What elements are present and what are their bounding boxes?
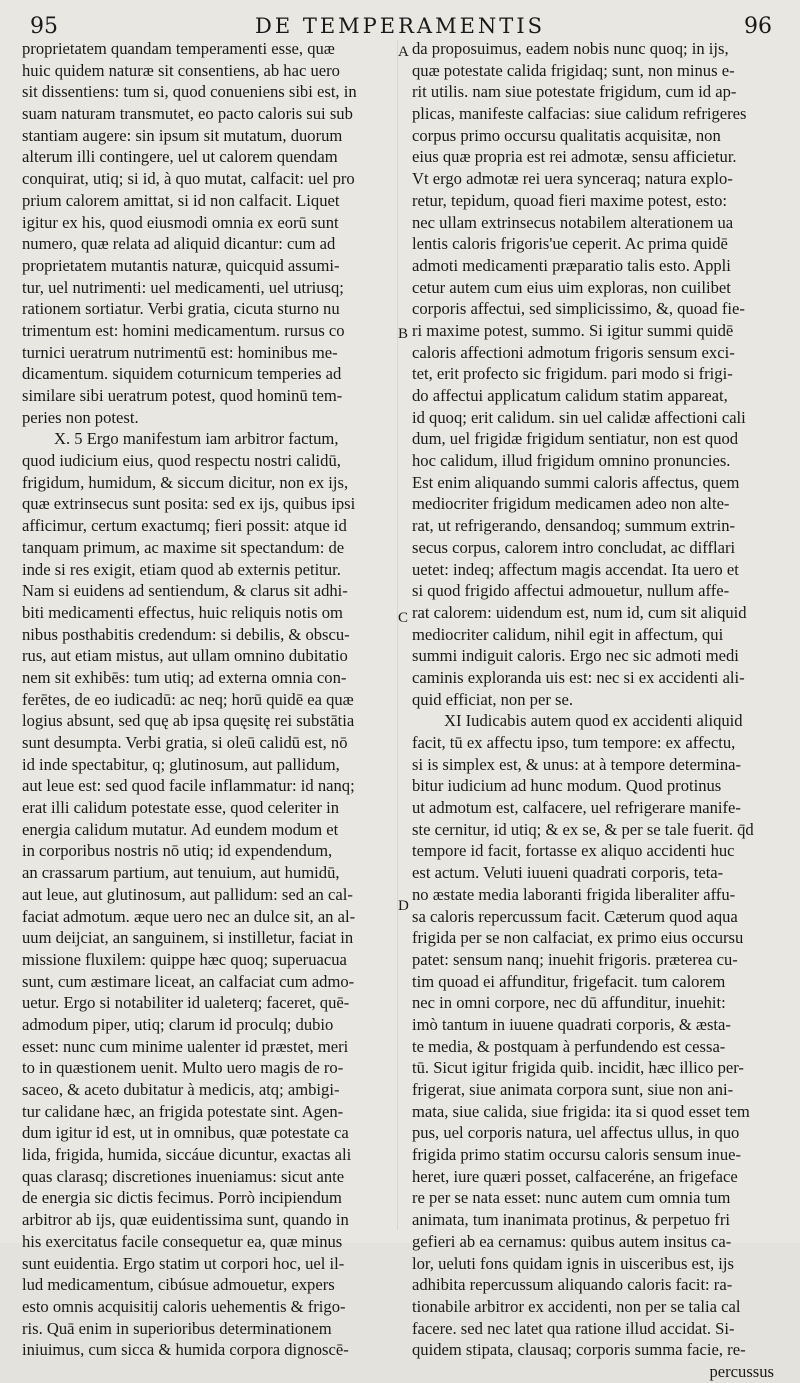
text-line: esto omnis acquisitij caloris uehementis & frigo- bbox=[22, 1296, 346, 1316]
text-line: rit utilis. nam siue potestate frigidum, cum id ap- bbox=[412, 82, 737, 102]
text-line: summi indiguit caloris. Ergo nec sic admoti medi bbox=[412, 646, 739, 666]
text-line: iniuimus, cum sicca & humida corpora dignoscē- bbox=[22, 1340, 349, 1360]
text-line: sit dissentiens: tum si, quod conueniens sibi est, in bbox=[22, 82, 357, 102]
text-line: ste cernitur, id utiq; & ex se, & per se tale fuerit. q̄d bbox=[412, 819, 754, 839]
text-line: id quoq; erit calidum. sin uel calidæ affectioni cali bbox=[412, 407, 746, 427]
right-text-column bbox=[412, 38, 792, 1383]
text-line: saceo, & aceto dubitatur à medicis, atq; ambigi- bbox=[22, 1080, 340, 1099]
text-line: ris. Quā enim in superioribus determinationem bbox=[22, 1318, 332, 1338]
text-line: biti medicamenti effectus, huic reliquis notis om bbox=[22, 602, 343, 622]
text-line: mediocriter calidum, nihil egit in affectum, qui bbox=[412, 624, 724, 644]
page-number-right: 96 bbox=[744, 14, 772, 39]
text-line: stantiam augere: sin ipsum sit mutatum, duorum bbox=[22, 125, 343, 145]
text-line: quæ potestate calida frigidaq; sunt, non minus e- bbox=[412, 60, 735, 80]
text-line: quas clarasq; discretiones inueniamus: sicut ante bbox=[22, 1166, 345, 1186]
text-line: tim quoad ei affunditur, frigefacit. tum calorem bbox=[412, 971, 726, 991]
text-line: secus corpus, calorem intro concludat, ac difflari bbox=[412, 537, 736, 557]
text-line: gefieri ab ea cernamus: quibus autem insitus ca- bbox=[412, 1231, 732, 1251]
text-line: rat, ut refrigerando, densandoq; summum extrin- bbox=[412, 516, 736, 536]
text-line: id inde spectabitur, q; glutinosum, aut pallidum, bbox=[22, 754, 340, 774]
running-title: DE TEMPERAMENTIS bbox=[254, 14, 545, 38]
text-line: imò tantum in iuuene quadrati corporis, & æsta- bbox=[412, 1014, 731, 1034]
text-line: no æstate media laboranti frigida liberaliter affu- bbox=[412, 884, 736, 904]
text-line: admoti medicamenti præparatio talis esto. Appli bbox=[412, 255, 731, 275]
text-line: retur, tepidum, quoad fieri maxime potest, esto: bbox=[412, 190, 727, 210]
text-line: te media, & postquam à perfundendo est cessa- bbox=[412, 1036, 726, 1056]
text-line: tanquam primum, ac maxime sit spectandum: de bbox=[22, 537, 345, 557]
text-line: heret, iure quæri posset, calfaceréne, an frigeface bbox=[412, 1166, 738, 1186]
text-line: peries non potest. bbox=[22, 407, 139, 427]
text-line: cetur autem cum eius uim exploras, non cuilibet bbox=[412, 277, 731, 297]
text-line: turnici ueratrum nutrimentū est: hominibus me- bbox=[22, 342, 338, 362]
margin-marker-b: B bbox=[398, 326, 409, 342]
text-line: corporis affectui, sed simplicissimo, &, quoad fie- bbox=[412, 299, 745, 319]
text-line: ri maxime potest, summo. Si igitur summi quidē bbox=[412, 320, 734, 340]
text-line: to in quæstionem uenit. Multo uero magis de ro- bbox=[22, 1058, 344, 1078]
text-line: quid efficiat, non per se. bbox=[412, 689, 573, 709]
text-line: suam naturam transmutet, eo pacto caloris sui sub bbox=[22, 104, 353, 124]
text-line: nec ullam extrinsecus notabilem alterationem ua bbox=[412, 212, 734, 232]
text-line: rus, aut etiam mistus, aut ullam omnino dubitatio bbox=[22, 646, 348, 666]
text-line: inde si res exigit, etiam quod ab externis petitur. bbox=[22, 559, 341, 579]
text-line: tet, erit profecto sic frigidum. pari modo si frigi- bbox=[412, 364, 733, 384]
text-line: ferētes, de eo iudicadū: ac neq; horū quidē ea quæ bbox=[22, 689, 354, 709]
text-line: arbitror ab ijs, quæ euidentissima sunt, quando in bbox=[22, 1210, 349, 1230]
text-line: si is simplex est, & unus: at à tempore determina- bbox=[412, 754, 742, 774]
text-line: adhibita repercussum aliquando caloris facit: ra- bbox=[412, 1275, 733, 1295]
text-line: hoc calidum, illud frigidum omnino pronuncies. bbox=[412, 451, 731, 471]
text-line: si quod frigido affectui admouetur, nullum affe- bbox=[412, 581, 730, 601]
text-line: caminis exploranda uis est: nec si ex accidenti ali- bbox=[412, 667, 745, 687]
text-line: conquirat, utiq; si id, à quo mutat, calfacit: uel pro bbox=[22, 169, 355, 189]
text-line: uum deijciat, an sanguinem, si instilletur, faciat in bbox=[22, 928, 354, 948]
text-line: corpus primo occursu qualitatis acquisitæ, non bbox=[412, 125, 721, 145]
text-line: mata, siue calida, siue frigida: ita si quod esset tem bbox=[412, 1101, 750, 1121]
text-line: tempore id facit, fortasse ex aliquo accidenti huc bbox=[412, 841, 735, 861]
text-line: logius absunt, sed quę ab ipsa quęsitę rei substātia bbox=[22, 711, 355, 731]
text-line: Nam si euidens ad sentiendum, & clarus sit adhi- bbox=[22, 581, 348, 601]
text-line: his exercitatus facile consequetur ea, quæ minus bbox=[22, 1231, 343, 1251]
text-line: dum igitur id est, ut in omnibus, quæ potestate ca bbox=[22, 1123, 349, 1143]
margin-marker-d: D bbox=[398, 898, 409, 914]
text-line: lida, frigida, humida, siccáue dicuntur, exactas ali bbox=[22, 1145, 352, 1165]
column-gutter bbox=[397, 40, 398, 1230]
text-line: dum, uel frigidæ frigidum sentiatur, non est quod bbox=[412, 429, 739, 449]
text-line: tionabile arbitror ex accidenti, non per se talia cal bbox=[412, 1296, 741, 1316]
text-line: igitur ex his, quod eiusmodi omnia ex eorū sunt bbox=[22, 212, 339, 232]
text-line: facere. sed nec latet qua ratione illud accidat. Si- bbox=[412, 1318, 735, 1338]
text-line: lud medicamentum, cibúsue admouetur, expers bbox=[22, 1275, 335, 1295]
text-line: admodum piper, utiq; clarum id proculq; dubio bbox=[22, 1014, 334, 1034]
text-line: rationem sortiatur. Verbi gratia, cicuta sturno nu bbox=[22, 299, 340, 319]
margin-marker-c: C bbox=[398, 610, 409, 626]
page-number-left: 95 bbox=[30, 14, 58, 39]
text-line: nibus posthabitis credendum: si debilis, & obscu- bbox=[22, 624, 350, 644]
text-line: ut admotum est, calfacere, uel refrigerare manife- bbox=[412, 798, 741, 818]
text-line: bitur iudicium ad hunc modum. Quod protinus bbox=[412, 776, 722, 796]
text-line: faciat admotum. æque uero nec an dulce sit, an al- bbox=[22, 906, 356, 926]
text-line: frigidum, humidum, & siccum dicitur, non ex ijs, bbox=[22, 472, 349, 492]
text-line: afficimur, certum exactumq; fieri possit: atque id bbox=[22, 516, 347, 536]
text-line: trimentum est: homini medicamentum. rursus co bbox=[22, 320, 345, 340]
running-header bbox=[0, 6, 800, 40]
margin-marker-a: A bbox=[398, 44, 409, 60]
text-line: huic quidem naturæ sit consentiens, ab hac uero bbox=[22, 60, 340, 80]
text-line: mediocriter frigidum medicamen adeo non alte- bbox=[412, 494, 730, 514]
text-line: facit, tū ex affectu ipso, tum tempore: ex affectu, bbox=[412, 733, 736, 752]
text-line: uetur. Ergo si notabiliter id ualeterq; faceret, quē- bbox=[22, 993, 350, 1013]
text-line: sa caloris repercussum facit. Cæterum quod aqua bbox=[412, 906, 738, 926]
text-line: energia calidum mutatur. Ad eundem modum et bbox=[22, 819, 339, 839]
text-line: lor, ueluti fons quidam ignis in uisceribus est, ijs bbox=[412, 1253, 734, 1273]
text-line: missione fluxilem: quippe hæc quoq; superuacua bbox=[22, 949, 347, 969]
text-line: da proposuimus, eadem nobis nunc quoq; in ijs, bbox=[412, 39, 729, 58]
text-line: lentis caloris frigoris'ue ceperit. Ac prima quidē bbox=[412, 234, 728, 254]
text-line: plicas, manifeste calfacias: siue calidum refrigeres bbox=[412, 104, 747, 124]
text-line: est actum. Veluti iuueni quadrati corporis, teta- bbox=[412, 863, 724, 883]
text-line: quod iudicium eius, quod respectu nostri calidū, bbox=[22, 451, 341, 471]
text-line: Vt ergo admotæ rei uera synceraq; natura explo- bbox=[412, 169, 733, 189]
text-line: animata, tum inanimata protinus, & perpetuo fri bbox=[412, 1210, 730, 1230]
text-line: esset: nunc cum minime ualenter id præstet, meri bbox=[22, 1036, 349, 1056]
text-line: sunt desumpta. Verbi gratia, si oleū calidū est, nō bbox=[22, 733, 348, 752]
text-line: caloris affectioni admotum frigoris sensum exci- bbox=[412, 342, 735, 362]
text-line: frigerat, siue animata corpora sunt, siue non ani- bbox=[412, 1080, 734, 1099]
text-line: XI Iudicabis autem quod ex accidenti aliquid bbox=[444, 711, 743, 731]
text-line: proprietatem quandam temperamenti esse, quæ bbox=[22, 39, 335, 58]
text-line: tur calidane hæc, an frigida potestate sint. Agen- bbox=[22, 1101, 344, 1121]
text-line: sunt, cum æstimare liceat, an calfaciat cum admo- bbox=[22, 971, 355, 991]
text-line: numero, quæ relata ad aliquid dicantur: cum ad bbox=[22, 234, 336, 254]
text-line: tū. Sicut igitur frigida quib. incidit, hæc illico per- bbox=[412, 1058, 744, 1078]
text-line: proprietatem mutantis naturæ, quicquid assumi- bbox=[22, 255, 340, 275]
text-line: quidem stipata, clausaq; corporis summa facie, re- bbox=[412, 1340, 746, 1360]
text-line: frigida per se non calfaciat, ex primo eius occursu bbox=[412, 928, 744, 948]
text-line: patet: sensum nanq; inuehit frigoris. præterea cu- bbox=[412, 949, 738, 969]
text-line: similare sibi ueratrum potest, quod hominū tem- bbox=[22, 386, 343, 405]
text-line: tur, uel nutrimenti: uel medicamenti, uel utriusq; bbox=[22, 277, 344, 297]
text-line: in corporibus nostris nō utiq; id expendendum, bbox=[22, 841, 333, 861]
text-line: re per se nata esset: nunc autem cum omnia tum bbox=[412, 1188, 731, 1208]
text-line: pus, uel corporis natura, uel affectus ullus, in quo bbox=[412, 1123, 740, 1143]
text-line: aut leue est: sed quod facile inflammatur: id nanq; bbox=[22, 776, 355, 796]
text-line: nec in omni corpore, nec dū affunditur, inuehit: bbox=[412, 993, 726, 1013]
text-line: uetet: indeq; affectum magis accendat. Ita uero et bbox=[412, 559, 739, 579]
text-line: percussus bbox=[709, 1361, 774, 1381]
text-line: quæ extrinsecus sunt posita: sed ex ijs, quibus ipsi bbox=[22, 494, 356, 514]
text-line: rat calorem: uidendum est, num id, cum sit aliquid bbox=[412, 602, 747, 622]
text-line: frigida primo statim occursu caloris sensum inue- bbox=[412, 1145, 742, 1165]
text-line: aut leue, aut glutinosum, aut pallidum: sed an cal- bbox=[22, 884, 353, 904]
text-line: do affectui applicatum calidum statim appareat, bbox=[412, 386, 728, 405]
text-line: sunt euidentia. Ergo statim ut corpori hoc, uel il- bbox=[22, 1253, 345, 1273]
text-line: alterum illi contingere, uel ut calorem quendam bbox=[22, 147, 338, 167]
text-line: Est enim aliquando summi caloris affectus, quem bbox=[412, 472, 740, 492]
text-line: erat illi calidum potestate esse, quod celeriter in bbox=[22, 798, 340, 818]
text-line: nem sit exhibēs: tum utiq; ad externa omnia con- bbox=[22, 667, 347, 687]
text-line: eius quæ propria est rei admotæ, sensu afficietur. bbox=[412, 147, 737, 167]
text-line: X. 5 Ergo manifestum iam arbitror factum, bbox=[54, 429, 339, 449]
text-line: dicamentum. siquidem coturnicum temperies ad bbox=[22, 364, 342, 384]
text-line: prium calorem amittat, si id non calfacit. Liquet bbox=[22, 190, 340, 210]
text-line: de energia sic dictis fecimus. Porrò incipiendum bbox=[22, 1188, 342, 1208]
left-text-column bbox=[22, 38, 394, 1361]
text-line: an crassarum partium, aut tenuium, aut humidū, bbox=[22, 863, 340, 883]
